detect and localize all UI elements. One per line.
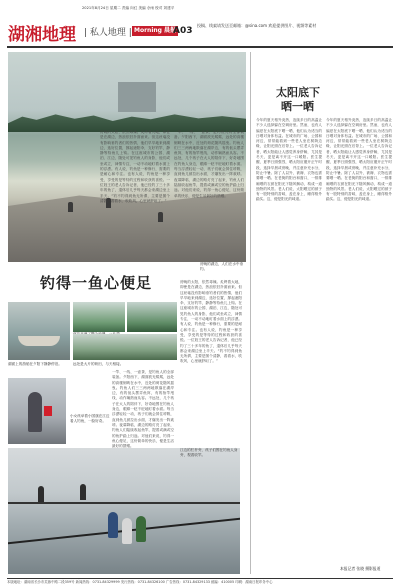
side-title-line2: 晒一晒 bbox=[281, 100, 314, 113]
article-col2-text: 一竿、一线、一壶茶，是钓鱼人的全部装备。夕阳西下，湖面波光粼粼，远处的高楼倒映在水中，近处的荷花随风摇曳。钓鱼人们三三两两地散落在湖岸边，有的低头摆弄鱼饵，有的抬竿甩线，动作娴熟而从容。不远处，几个孩子在大人的陪伴下，好奇地围在钓鱼人身边，眼睛一眨不眨地盯着水面。每当浮漂轻轻一动，孩子们就会屏住呼吸，直到鱼儿被拉出水面，才爆发出一阵欢呼。夜幕降临，湖边的路灯亮了起来，钓鱼人们陆续收起鱼竿，提着或满或空的鱼护踏上归途。对他们来说，钓得一鱼心便足，这份简单的快乐，便是生活最好的馈赠。 bbox=[174, 130, 244, 198]
child-figure bbox=[136, 516, 146, 542]
masthead-info: 投稿、线索请发送至邮箱：@sina.com 欢迎提供图片、视频等素材 bbox=[197, 23, 317, 28]
railing bbox=[8, 502, 240, 504]
flag-icon bbox=[44, 406, 52, 416]
page-footer: 本版地址：湖南省长沙市芙蓉中路二段359号 新闻热线：0731-84329999 发行热线：0731-84326100 广告热线：0731-84329133 邮编：410005 印刷：湖南日报印务中心 bbox=[7, 578, 393, 586]
side-article-col2: 今年的夏天格外炎热，连续多日的高温让不少人选择躲在空调房里。然而，也有人偏爱在太阳底下晒一晒，他们认为适当的日晒对身体有益。在城市的广场、公园和河边，常常能看到一些老人坐在树荫边缘，让阳光照在后背上。一位老人告诉记者，晒太阳能让人感觉浑身舒畅，尤其是冬天，更是离不开这一口暖阳。医生提醒，夏季日照强烈，晒太阳应避开正午时段，选择早晨或傍晚，并注意补充水分，防止中暑。除了人以外，被褥、衣物也需要晒一晒。在老街的阳台和窗口，一排排晾晒的衣被在阳光下随风飘动，构成一道独特的风景。老人们说，太阳晒过的被子有一股特别的香味，盖在身上，睡得格外踏实。这，便是阳光的味道。 bbox=[326, 118, 392, 202]
author-credit: 本报记者 张晓 摄影报道 bbox=[340, 566, 381, 571]
column-divider bbox=[250, 52, 251, 574]
article-col1-text: 傍晚的太阳，依然毒辣。炙烤着大地，即使是在湖边，热浪依旧扑面而来。但这丝毫没有影响垂钓者们的热情，他们早早地来到湖边，选好位置，撑起遮阳伞，支好钓竿，静静等待鱼儿上钩。在这座城市的公园、湖泊、江边，随处可见钓鱼人的身影，他们或坐或立，神情专注，一动不动地盯着水面上的浮漂。有人说，钓鱼是一种修行，需要的是耐心和专注。也有人说，钓鱼是一种享受，享受的是等待的过程和收获的喜悦。一位姓王的老人告诉记者，他已经钓了三十多年的鱼了，退休后几乎每天都会来湖边坐上半天。“钓不钓得到鱼无所谓，主要是图个清静，看看水，吹吹风，心里就舒坦了。” bbox=[100, 130, 170, 203]
fisher-figure bbox=[68, 202, 73, 212]
field-caption: 远处是大片的荷田，与天相接。 bbox=[73, 362, 124, 366]
child-figure bbox=[122, 518, 132, 544]
fisher-figure bbox=[38, 486, 44, 502]
side-article-col1: 今年的夏天格外炎热，连续多日的高温让不少人选择躲在空调房里。然而，也有人偏爱在太阳底下晒一晒，他们认为适当的日晒对身体有益。在城市的广场、公园和河边，常常能看到一些老人坐在树荫边缘，让阳光照在后背上。一位老人告诉记者，晒太阳能让人感觉浑身舒畅，尤其是冬天，更是离不开这一口暖阳。医生提醒，夏季日照强烈，晒太阳应避开正午时段，选择早晨或傍晚，并注意补充水分，防止中暑。除了人以外，被褥、衣物也需要晒一晒。在老街的阳台和窗口，一排排晾晒的衣被在阳光下随风飘动，构成一道独特的风景。老人们说，太阳晒过的被子有一股特别的香味，盖在身上，睡得格外踏实。这，便是阳光的味道。 bbox=[256, 118, 322, 202]
section-label: | 私人地理 | bbox=[84, 28, 132, 38]
page-number: A03 bbox=[173, 26, 193, 36]
treeline bbox=[8, 110, 246, 132]
newspaper-logo: Morning 晨报 bbox=[134, 27, 177, 34]
boat-caption: 湖面上的游船在夕阳下静静停泊。 bbox=[8, 362, 62, 366]
child-figure bbox=[108, 512, 118, 538]
date-line: 2021年8月24日 星期二 责编 向红 美编 佘雨 校对 刘建平 bbox=[82, 6, 175, 10]
main-photo-caption: 傍晚的湖边，人们在水中垂钓。 bbox=[200, 262, 244, 271]
girl-figure bbox=[28, 392, 42, 432]
side-title-line1: 太阳底下 bbox=[276, 86, 320, 99]
lotus-photo-2 bbox=[127, 302, 177, 332]
article-col3-text: 一竿、一线、一壶茶，是钓鱼人的全部装备。夕阳西下，湖面波光粼粼，远处的高楼倒映在水中，近处的荷花随风摇曳。钓鱼人们三三两两地散落在湖岸边，有的低头摆弄鱼饵，有的抬竿甩线，动作娴熟而从容。不远处，几个孩子在大人的陪伴下，好奇地围在钓鱼人身边，眼睛一眨不眨地盯着水面。每当浮漂轻轻一动，孩子们就会屏住呼吸，直到鱼儿被拉出水面，才爆发出一阵欢呼。夜幕降临，湖边的路灯亮了起来，钓鱼人们陆续收起鱼竿，提着或满或空的鱼护踏上归途。对他们来说，钓得一鱼心便足，这份简单的快乐，便是生活最好的馈赠。 bbox=[112, 370, 174, 449]
girl-caption: 小女孩举着小国旗在江边看人钓鱼，一脸好奇。 bbox=[70, 414, 110, 423]
fisher-figure bbox=[80, 484, 86, 500]
wide-caption: 江边的栏杆旁，孩子们围在钓鱼人身旁，观看收竿。 bbox=[180, 448, 238, 457]
brand-title: 湖湘地理 bbox=[8, 25, 76, 45]
lotus-photo-1 bbox=[73, 302, 125, 332]
distant-building bbox=[118, 82, 156, 112]
girl-photo bbox=[8, 378, 66, 444]
boat-photo bbox=[8, 302, 70, 360]
field-photo bbox=[73, 334, 177, 360]
article-col4-text: 傍晚的太阳，依然毒辣。炙烤着大地，即使是在湖边，热浪依旧扑面而来。但这丝毫没有影响垂钓者们的热情，他们早早地来到湖边，选好位置，撑起遮阳伞，支好钓竿，静静等待鱼儿上钩。在这座城市的公园、湖泊、江边，随处可见钓鱼人的身影，他们或坐或立，神情专注，一动不动地盯着水面上的浮漂。有人说，钓鱼是一种修行，需要的是耐心和专注。也有人说，钓鱼是一种享受，享受的是等待的过程和收获的喜悦。一位姓王的老人告诉记者，他已经钓了三十多年的鱼了，退休后几乎每天都会来湖边坐上半天。“钓不钓得到鱼无所谓，主要是图个清静，看看水，吹吹风，心里就舒坦了。” bbox=[180, 280, 242, 364]
article-title: 钓得一鱼心便足 bbox=[40, 274, 153, 292]
riverside-photo bbox=[8, 448, 240, 574]
